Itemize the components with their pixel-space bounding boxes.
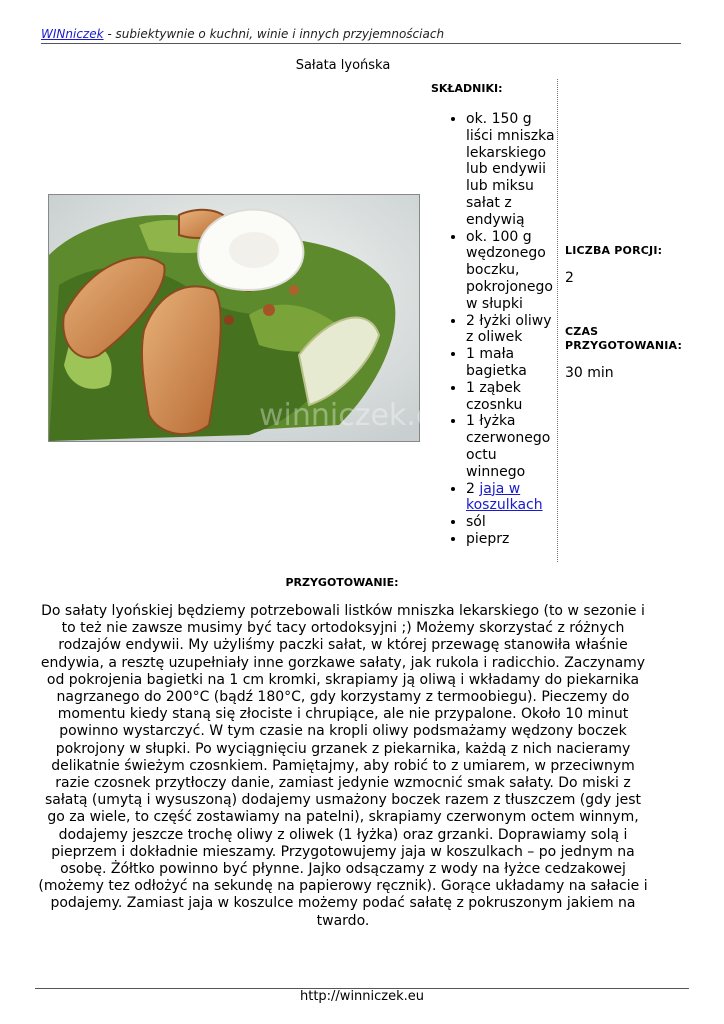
eggs-link[interactable]: jaja w koszulkach (466, 480, 543, 514)
ingredient-item: • 1 łyżka czerwonego octu winnego (466, 413, 557, 480)
page-header (41, 27, 681, 44)
recipe-title: Sałata lyońska (295, 58, 391, 73)
recipe-photo (48, 194, 454, 442)
ingredient-item-eggs (466, 481, 557, 515)
site-link[interactable]: WINniczek (41, 27, 104, 41)
ingredients-list (431, 111, 557, 548)
ingredient-item: • 1 ząbek czosnku (466, 380, 557, 414)
preparation-text: Do sałaty lyońskiej będziemy potrzebowali listków mniszka lekarskiego (to w sezonie i to też nie zawsze musimy być tacy ortodoksyjni ;) Możemy skorzystać z różnych rodzajów endywii. My użyliśmy paczki sałat, w której przewagę stanowiła właśnie endywia, a resztę uzupełniały inne gorzkawe sałaty, jak rukola i radicchio. Zaczynamy od pokrojenia bagietki na 1 cm kromki, skrapiamy ją oliwą i wkładamy do piekarnika nagrzanego do 200°C (bądź 180°C, gdy korzystamy z termoobiegu). Pieczemy do momentu kiedy staną się złociste i chrupiące, ale nie przypalone. Około 10 minut powinno wystarczyć. W tym czasie na kropli oliwy podsmażamy wędzony boczek pokrojony w słupki. Po wyciągnięciu grzanek z piekarnika, każdą z nich nacieramy delikatnie świeżym czosnkiem. Pamiętajmy, aby robić to z umiarem, w przeciwnym razie czosnek przytłoczy danie, zamiast jedynie wzmocnić smak sałaty. Do miski z sałatą (umytą i wysuszoną) dodajemy usmażony boczek razem z tłuszczem (gdy jest go za wiele, to część zostawiamy na patelni), skrapiamy czerwonym octem winnym, dodajemy jeszcze trochę oliwy z oliwek (1 łyżka) oraz grzanki. Doprawiamy solą i pieprzem i dokładnie mieszamy. Przygotowujemy jaja w koszulkach – po jednym na osobę. Żółtko powinno być płynne. Jajko odsączamy z wody na łyżce cedzakowej (możemy tez odłożyć na sekundę na papierowy ręcznik). Gorące układamy na sałacie i podajemy. Zamiast jaja w koszulce możemy podać sałatę z pokruszonym jakiem na twardo. (38, 603, 648, 929)
site-tagline: - subiektywnie o kuchni, winie i innych przyjemnościach (103, 27, 445, 41)
footer-url: http://winniczek.eu (299, 989, 425, 1004)
portions-label: LICZBA PORCJI: (565, 244, 663, 257)
time-value: 30 min (565, 365, 614, 381)
ingredient-item: • 2 łyżki oliwy z oliwek (466, 313, 557, 347)
ingredient-item: • sól (466, 514, 557, 531)
ingredient-item: • ok. 100 g wędzonego boczku, pokrojonego w słupki (466, 229, 557, 313)
time-label: CZAS PRZYGOTOWANIA: (565, 325, 683, 352)
ingredient-item: • 1 mała bagietka (466, 346, 557, 380)
eggs-count: 2 (466, 480, 480, 497)
photo-watermark: winniczek.eu (259, 398, 454, 433)
ingredients-section (431, 79, 558, 562)
ingredient-item: • pieprz (466, 531, 557, 548)
ingredients-heading: SKŁADNIKI: (431, 82, 503, 95)
ingredient-item: • ok. 150 g liści mniszka lekarskiego lub endywii lub miksu sałat z endywią (466, 111, 557, 229)
portions-value: 2 (565, 270, 574, 286)
preparation-heading: PRZYGOTOWANIE: (285, 576, 399, 589)
recipe-info (565, 244, 695, 382)
